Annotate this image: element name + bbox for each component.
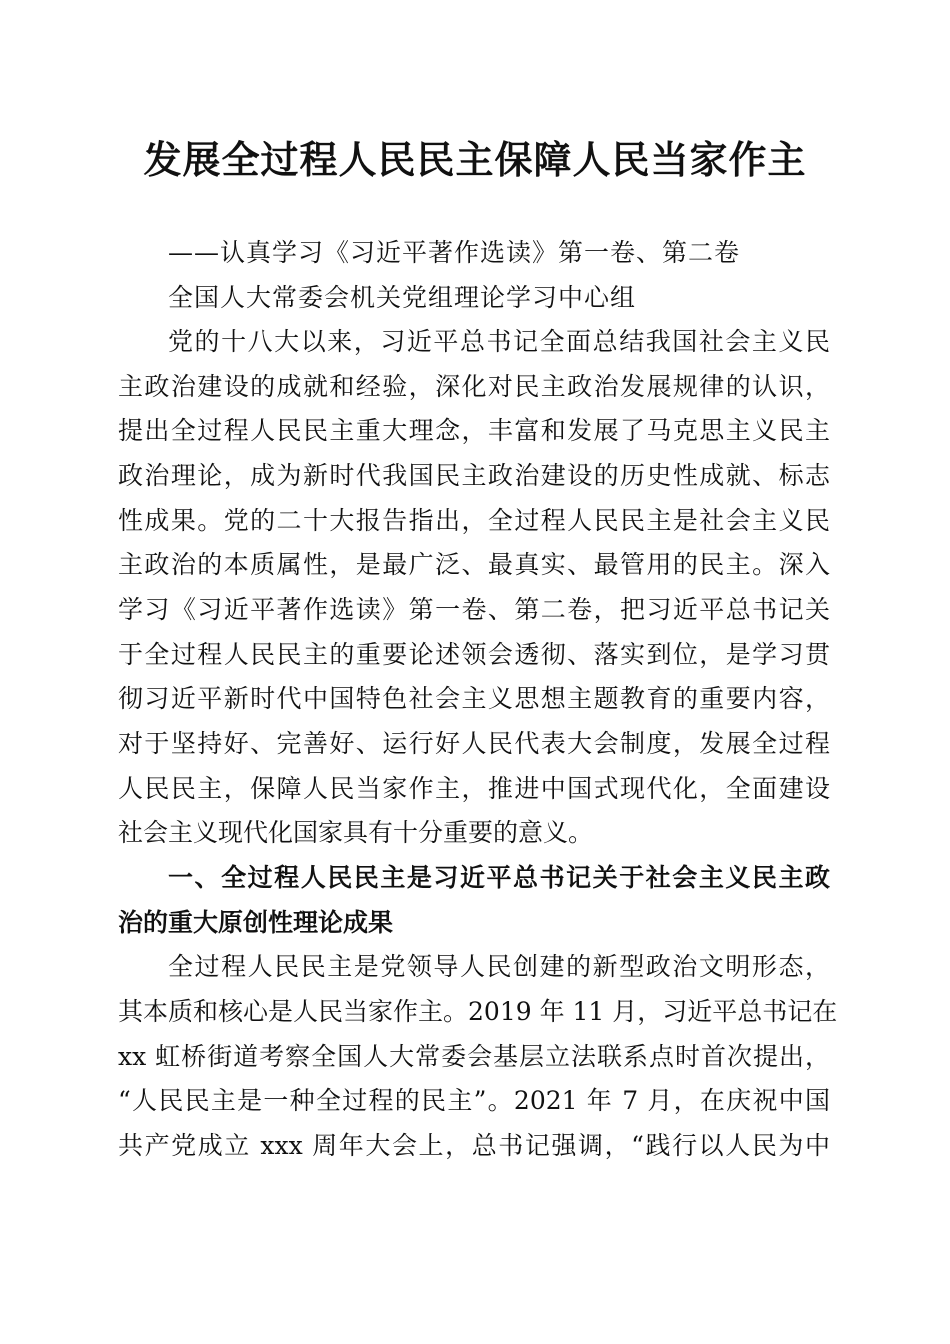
section-heading: 一、全过程人民民主是习近平总书记关于社会主义民主政 (168, 863, 830, 892)
intro-line: 彻习近平新时代中国特色社会主义思想主题教育的重要内容， (118, 684, 830, 713)
intro-line: 提出全过程人民民主重大理念，丰富和发展了马克思主义民主 (118, 416, 830, 445)
intro-line: 学习《习近平著作选读》第一卷、第二卷，把习近平总书记关 (118, 595, 830, 624)
section-body-line: xx 虹桥街道考察全国人大常委会基层立法联系点时首次提出， (118, 1042, 830, 1071)
document-title: 发展全过程人民民主保障人民当家作主 (143, 137, 807, 182)
document-subtitle: ——认真学习《习近平著作选读》第一卷、第二卷 (168, 238, 741, 267)
intro-line: 主政治的本质属性，是最广泛、最真实、最管用的民主。深入 (118, 550, 830, 579)
intro-line: 人民民主，保障人民当家作主，推进中国式现代化，全面建设 (118, 774, 830, 803)
section-body-line: 其本质和核心是人民当家作主。2019 年 11 月，习近平总书记在 (118, 997, 838, 1026)
intro-line: 社会主义现代化国家具有十分重要的意义。 (118, 818, 594, 847)
intro-line: 政治理论，成为新时代我国民主政治建设的历史性成就、标志 (118, 461, 830, 490)
intro-line: 主政治建设的成就和经验，深化对民主政治发展规律的认识， (118, 372, 830, 401)
section-heading: 治的重大原创性理论成果 (118, 908, 394, 937)
document-author: 全国人大常委会机关党组理论学习中心组 (168, 283, 637, 312)
section-body-line: “人民民主是一种全过程的民主”。2021 年 7 月，在庆祝中国 (118, 1086, 830, 1115)
intro-line: 对于坚持好、完善好、运行好人民代表大会制度，发展全过程 (118, 729, 830, 758)
section-body-line: 全过程人民民主是党领导人民创建的新型政治文明形态， (168, 952, 830, 981)
intro-line: 党的十八大以来，习近平总书记全面总结我国社会主义民 (168, 327, 830, 356)
section-body-line: 共产党成立 xxx 周年大会上，总书记强调，“践行以人民为中 (118, 1131, 830, 1160)
intro-line: 性成果。党的二十大报告指出，全过程人民民主是社会主义民 (118, 506, 830, 535)
intro-line: 于全过程人民民主的重要论述领会透彻、落实到位，是学习贯 (118, 640, 830, 669)
